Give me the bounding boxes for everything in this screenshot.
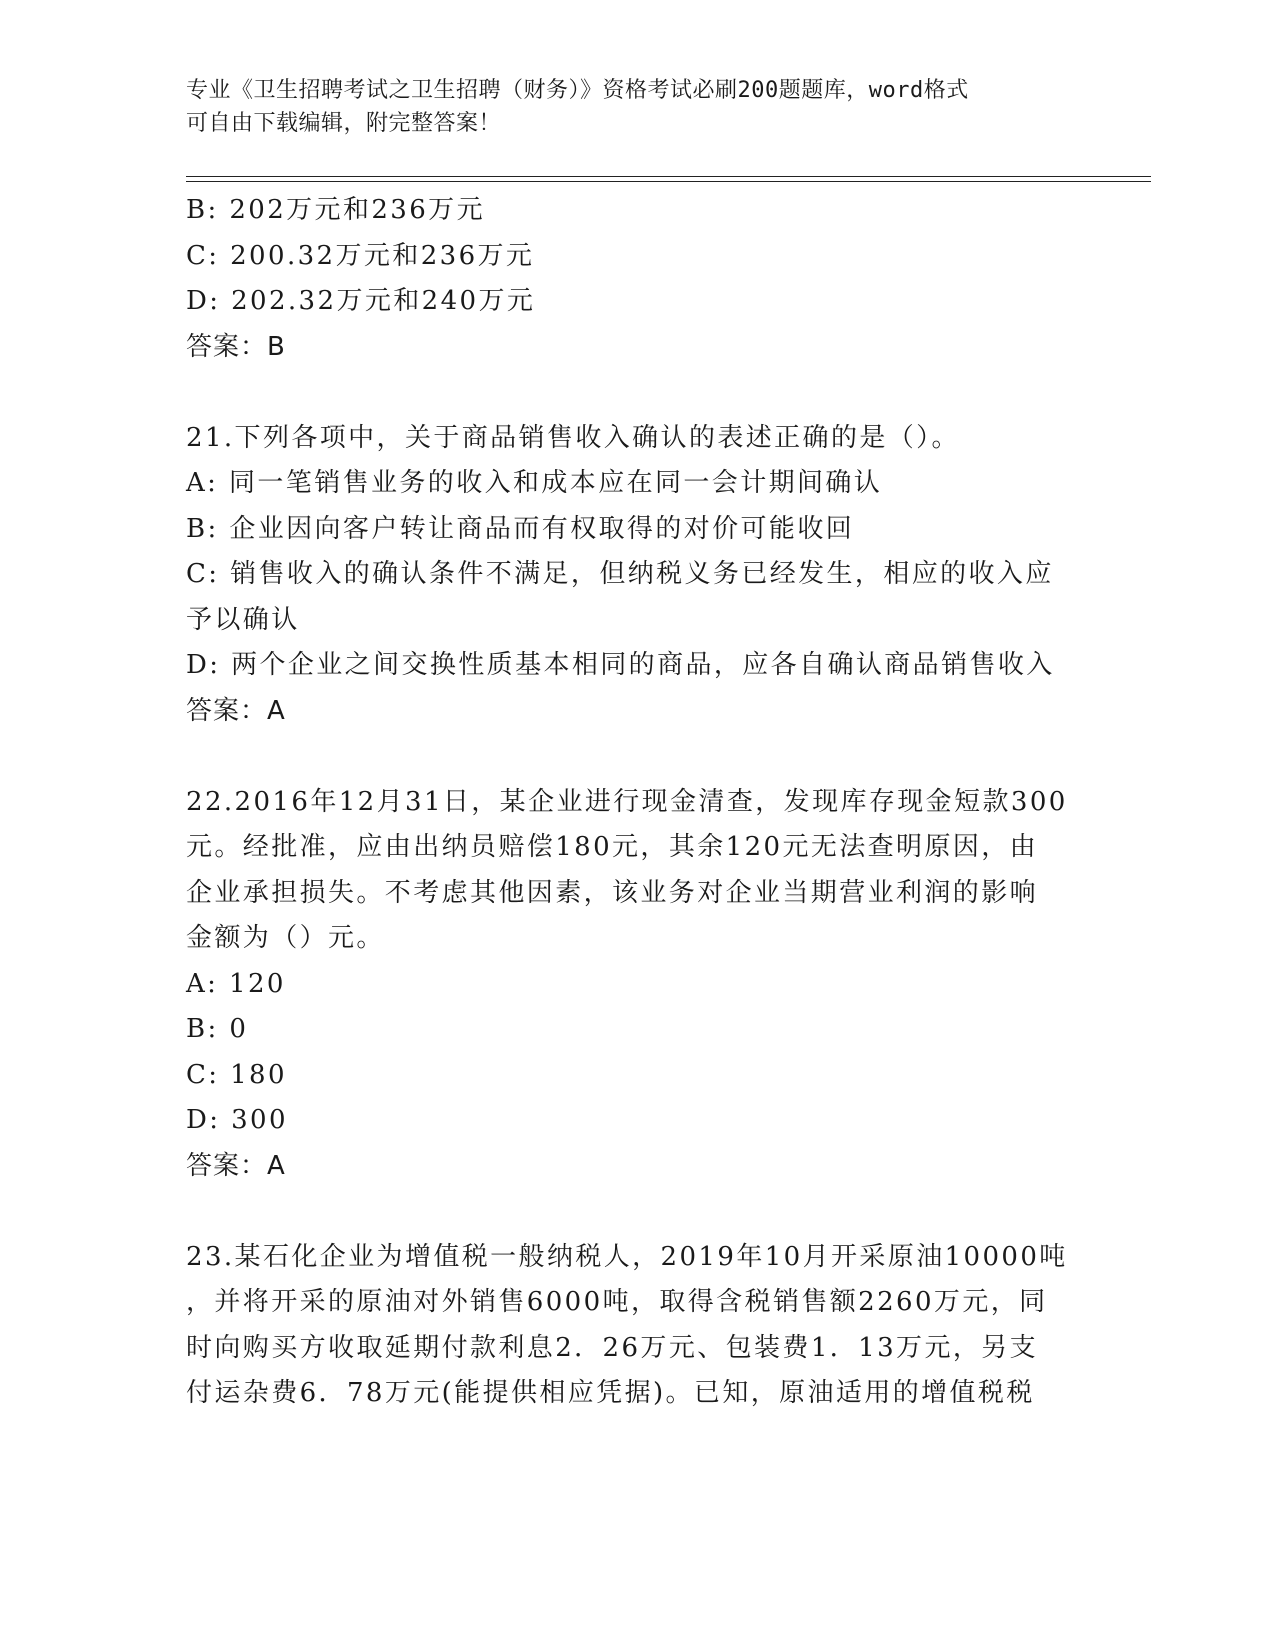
question-20-tail	[186, 188, 1076, 370]
header-title-line-2: 可自由下载编辑，附完整答案！	[186, 111, 502, 136]
question-stem-line-1: 23.某石化企业为增值税一般纳税人，2019年10月开采原油10000吨	[186, 1241, 1068, 1272]
question-stem-line-3: 时向购买方收取延期付款利息2．26万元、包装费1．13万元，另支	[186, 1332, 1039, 1363]
document-body	[186, 188, 1076, 1417]
question-stem: 21.下列各项中，关于商品销售收入确认的表述正确的是（）。	[186, 422, 960, 453]
answer-line: 答案：B	[186, 331, 286, 362]
option-b: B: 202万元和236万元	[186, 195, 485, 225]
option-d: D: 202.32万元和240万元	[186, 286, 536, 316]
question-22	[186, 780, 1076, 1190]
question-stem-line-4: 付运杂费6．78万元(能提供相应凭据)。已知，原油适用的增值税税	[186, 1378, 1035, 1408]
option-c: C: 200.32万元和236万元	[186, 240, 535, 271]
question-stem-line-1: 22.2016年12月31日，某企业进行现金清查，发现库存现金短款300	[186, 786, 1068, 817]
option-c: C: 180	[186, 1059, 287, 1090]
option-d: D: 300	[186, 1105, 288, 1135]
header-divider-top	[186, 176, 1151, 177]
option-c-line-1: C: 销售收入的确认条件不满足，但纳税义务已经发生，相应的收入应	[186, 559, 1054, 589]
question-23	[186, 1235, 1076, 1417]
answer-line: 答案：A	[186, 1150, 286, 1181]
option-b: B: 0	[186, 1014, 249, 1044]
spacer	[186, 370, 1076, 416]
spacer	[186, 734, 1076, 780]
answer-line: 答案：A	[186, 695, 286, 726]
question-stem-line-4: 金额为（）元。	[186, 923, 385, 953]
question-stem-line-2: ，并将开采的原油对外销售6000吨，取得含税销售额2260万元，同	[186, 1287, 1048, 1317]
document-header	[186, 74, 1066, 140]
option-a: A: 120	[186, 968, 286, 999]
option-b: B: 企业因向客户转让商品而有权取得的对价可能收回	[186, 513, 855, 544]
header-divider-bottom	[186, 181, 1151, 182]
option-a: A: 同一笔销售业务的收入和成本应在同一会计期间确认	[186, 468, 883, 498]
spacer	[186, 1189, 1076, 1235]
option-d: D: 两个企业之间交换性质基本相同的商品，应各自确认商品销售收入	[186, 650, 1055, 680]
question-stem-line-3: 企业承担损失。不考虑其他因素，该业务对企业当期营业利润的影响	[186, 877, 1039, 908]
question-stem-line-2: 元。经批准，应由出纳员赔偿180元，其余120元无法查明原因，由	[186, 832, 1039, 862]
question-21	[186, 416, 1076, 735]
option-c-line-2: 予以确认	[186, 604, 300, 635]
header-title-line-1: 专业《卫生招聘考试之卫生招聘（财务）》资格考试必刷200题题库，word格式	[186, 78, 969, 103]
